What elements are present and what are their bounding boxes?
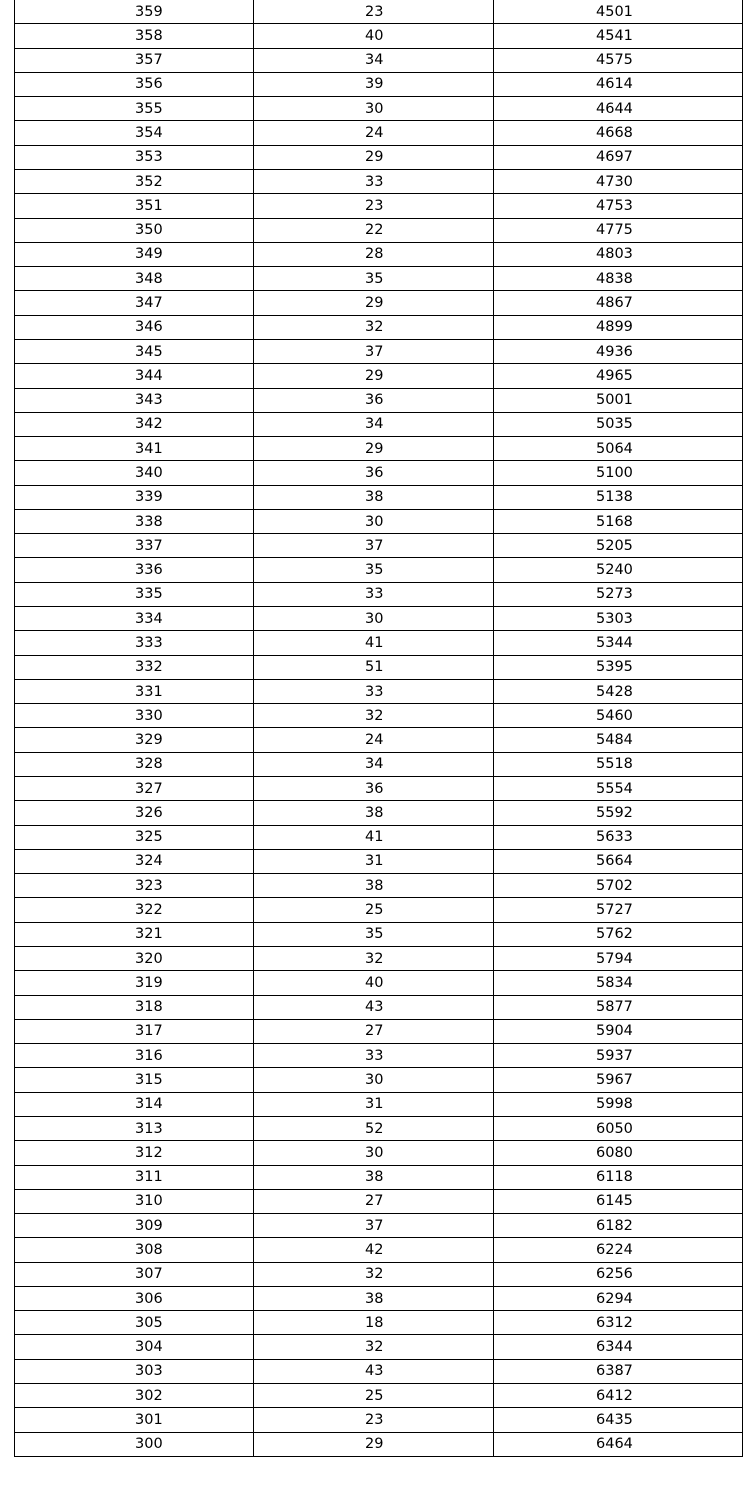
table-row (15, 388, 743, 412)
cumulative-count-cell: 5138 (494, 485, 743, 509)
score-cell: 311 (15, 1165, 254, 1189)
table-row (15, 1141, 743, 1165)
cumulative-count-cell: 4668 (494, 121, 743, 145)
cumulative-count-cell: 5484 (494, 728, 743, 752)
score-cell: 334 (15, 607, 254, 631)
count-cell: 38 (254, 1165, 494, 1189)
count-cell: 40 (254, 971, 494, 995)
count-cell: 41 (254, 631, 494, 655)
score-cell: 315 (15, 1068, 254, 1092)
cumulative-count-cell: 4644 (494, 97, 743, 121)
cumulative-count-cell: 5664 (494, 849, 743, 873)
score-cell: 300 (15, 1432, 254, 1456)
table-row (15, 1311, 743, 1335)
score-cell: 347 (15, 291, 254, 315)
table-row (15, 72, 743, 96)
table-row (15, 1044, 743, 1068)
cumulative-count-cell: 5303 (494, 607, 743, 631)
cumulative-count-cell: 5702 (494, 874, 743, 898)
table-row (15, 1262, 743, 1286)
table-row (15, 194, 743, 218)
cumulative-count-cell: 6224 (494, 1238, 743, 1262)
count-cell: 29 (254, 364, 494, 388)
score-cell: 357 (15, 48, 254, 72)
count-cell: 37 (254, 534, 494, 558)
cumulative-count-cell: 6435 (494, 1408, 743, 1432)
cumulative-count-cell: 5967 (494, 1068, 743, 1092)
table-row (15, 1092, 743, 1116)
cumulative-count-cell: 5904 (494, 1019, 743, 1043)
cumulative-count-cell: 5395 (494, 655, 743, 679)
count-cell: 36 (254, 461, 494, 485)
table-row (15, 704, 743, 728)
table-row (15, 849, 743, 873)
table-row (15, 777, 743, 801)
count-cell: 38 (254, 801, 494, 825)
count-cell: 23 (254, 0, 494, 24)
score-cell: 314 (15, 1092, 254, 1116)
cumulative-count-cell: 4838 (494, 267, 743, 291)
cumulative-count-cell: 5240 (494, 558, 743, 582)
count-cell: 24 (254, 728, 494, 752)
cumulative-count-cell: 6050 (494, 1116, 743, 1140)
count-cell: 36 (254, 777, 494, 801)
table-row (15, 1432, 743, 1456)
score-cell: 316 (15, 1044, 254, 1068)
table-row (15, 242, 743, 266)
cumulative-count-cell: 4753 (494, 194, 743, 218)
cumulative-count-cell: 6344 (494, 1335, 743, 1359)
cumulative-count-cell: 5100 (494, 461, 743, 485)
cumulative-count-cell: 4575 (494, 48, 743, 72)
count-cell: 37 (254, 339, 494, 363)
cumulative-count-cell: 4697 (494, 145, 743, 169)
cumulative-count-cell: 6182 (494, 1214, 743, 1238)
cumulative-count-cell: 5460 (494, 704, 743, 728)
count-cell: 32 (254, 1262, 494, 1286)
score-cell: 359 (15, 0, 254, 24)
cumulative-count-cell: 5001 (494, 388, 743, 412)
table-row (15, 0, 743, 24)
score-cell: 352 (15, 169, 254, 193)
table-row (15, 1286, 743, 1310)
count-cell: 34 (254, 752, 494, 776)
table-row (15, 315, 743, 339)
cumulative-count-cell: 5727 (494, 898, 743, 922)
score-cell: 313 (15, 1116, 254, 1140)
score-cell: 349 (15, 242, 254, 266)
count-cell: 29 (254, 291, 494, 315)
score-cell: 307 (15, 1262, 254, 1286)
score-cell: 340 (15, 461, 254, 485)
cumulative-count-cell: 6412 (494, 1384, 743, 1408)
count-cell: 33 (254, 1044, 494, 1068)
score-cell: 318 (15, 995, 254, 1019)
cumulative-count-cell: 6312 (494, 1311, 743, 1335)
score-cell: 350 (15, 218, 254, 242)
table-row (15, 97, 743, 121)
score-cell: 333 (15, 631, 254, 655)
table-row (15, 607, 743, 631)
score-cell: 341 (15, 437, 254, 461)
table-row (15, 461, 743, 485)
table-row (15, 1408, 743, 1432)
score-cell: 346 (15, 315, 254, 339)
score-cell: 338 (15, 509, 254, 533)
score-cell: 305 (15, 1311, 254, 1335)
cumulative-count-cell: 4541 (494, 24, 743, 48)
score-cell: 356 (15, 72, 254, 96)
table-row (15, 364, 743, 388)
count-cell: 43 (254, 1359, 494, 1383)
cumulative-count-cell: 6387 (494, 1359, 743, 1383)
count-cell: 25 (254, 1384, 494, 1408)
count-cell: 30 (254, 607, 494, 631)
score-cell: 354 (15, 121, 254, 145)
cumulative-count-cell: 4867 (494, 291, 743, 315)
count-cell: 42 (254, 1238, 494, 1262)
score-distribution-table (14, 0, 743, 1457)
count-cell: 38 (254, 874, 494, 898)
table-row (15, 922, 743, 946)
count-cell: 18 (254, 1311, 494, 1335)
score-cell: 339 (15, 485, 254, 509)
cumulative-count-cell: 5554 (494, 777, 743, 801)
cumulative-count-cell: 5064 (494, 437, 743, 461)
score-cell: 317 (15, 1019, 254, 1043)
count-cell: 25 (254, 898, 494, 922)
table-row (15, 1238, 743, 1262)
count-cell: 30 (254, 1141, 494, 1165)
score-cell: 319 (15, 971, 254, 995)
count-cell: 32 (254, 704, 494, 728)
table-row (15, 145, 743, 169)
table-row (15, 752, 743, 776)
table-row (15, 1116, 743, 1140)
cumulative-count-cell: 4614 (494, 72, 743, 96)
score-cell: 332 (15, 655, 254, 679)
score-cell: 348 (15, 267, 254, 291)
score-cell: 343 (15, 388, 254, 412)
cumulative-count-cell: 6145 (494, 1189, 743, 1213)
cumulative-count-cell: 5877 (494, 995, 743, 1019)
cumulative-count-cell: 5168 (494, 509, 743, 533)
cumulative-count-cell: 5794 (494, 946, 743, 970)
cumulative-count-cell: 5428 (494, 679, 743, 703)
score-cell: 323 (15, 874, 254, 898)
score-cell: 322 (15, 898, 254, 922)
count-cell: 34 (254, 48, 494, 72)
cumulative-count-cell: 5937 (494, 1044, 743, 1068)
count-cell: 28 (254, 242, 494, 266)
cumulative-count-cell: 5633 (494, 825, 743, 849)
score-cell: 302 (15, 1384, 254, 1408)
table-row (15, 169, 743, 193)
score-cell: 324 (15, 849, 254, 873)
count-cell: 32 (254, 1335, 494, 1359)
count-cell: 30 (254, 97, 494, 121)
score-cell: 336 (15, 558, 254, 582)
table-row (15, 267, 743, 291)
count-cell: 39 (254, 72, 494, 96)
table-row (15, 534, 743, 558)
count-cell: 33 (254, 679, 494, 703)
table-row (15, 825, 743, 849)
table-row (15, 509, 743, 533)
score-cell: 342 (15, 412, 254, 436)
score-cell: 328 (15, 752, 254, 776)
count-cell: 32 (254, 946, 494, 970)
table-row (15, 1068, 743, 1092)
score-cell: 330 (15, 704, 254, 728)
count-cell: 51 (254, 655, 494, 679)
score-cell: 312 (15, 1141, 254, 1165)
cumulative-count-cell: 5592 (494, 801, 743, 825)
cumulative-count-cell: 5834 (494, 971, 743, 995)
score-cell: 337 (15, 534, 254, 558)
table-body (15, 0, 743, 1456)
count-cell: 29 (254, 145, 494, 169)
score-cell: 351 (15, 194, 254, 218)
score-cell: 308 (15, 1238, 254, 1262)
table-row (15, 1384, 743, 1408)
count-cell: 22 (254, 218, 494, 242)
score-cell: 358 (15, 24, 254, 48)
score-cell: 335 (15, 582, 254, 606)
cumulative-count-cell: 4730 (494, 169, 743, 193)
count-cell: 41 (254, 825, 494, 849)
cumulative-count-cell: 5762 (494, 922, 743, 946)
table-row (15, 995, 743, 1019)
score-cell: 345 (15, 339, 254, 363)
score-cell: 355 (15, 97, 254, 121)
count-cell: 32 (254, 315, 494, 339)
table-row (15, 412, 743, 436)
cumulative-count-cell: 6294 (494, 1286, 743, 1310)
table-row (15, 1019, 743, 1043)
cumulative-count-cell: 4965 (494, 364, 743, 388)
score-cell: 310 (15, 1189, 254, 1213)
cumulative-count-cell: 6080 (494, 1141, 743, 1165)
table-row (15, 1214, 743, 1238)
table-row (15, 291, 743, 315)
table-row (15, 679, 743, 703)
cumulative-count-cell: 5273 (494, 582, 743, 606)
count-cell: 33 (254, 582, 494, 606)
count-cell: 24 (254, 121, 494, 145)
count-cell: 29 (254, 437, 494, 461)
cumulative-count-cell: 6464 (494, 1432, 743, 1456)
score-cell: 329 (15, 728, 254, 752)
cumulative-count-cell: 6256 (494, 1262, 743, 1286)
table-row (15, 631, 743, 655)
score-cell: 327 (15, 777, 254, 801)
score-cell: 304 (15, 1335, 254, 1359)
count-cell: 43 (254, 995, 494, 1019)
count-cell: 35 (254, 922, 494, 946)
count-cell: 27 (254, 1019, 494, 1043)
count-cell: 29 (254, 1432, 494, 1456)
table-row (15, 655, 743, 679)
count-cell: 35 (254, 267, 494, 291)
table-row (15, 121, 743, 145)
table-row (15, 898, 743, 922)
cumulative-count-cell: 4899 (494, 315, 743, 339)
table-row (15, 801, 743, 825)
score-cell: 321 (15, 922, 254, 946)
table-row (15, 218, 743, 242)
score-cell: 303 (15, 1359, 254, 1383)
table-row (15, 48, 743, 72)
table-row (15, 1335, 743, 1359)
count-cell: 38 (254, 1286, 494, 1310)
count-cell: 31 (254, 1092, 494, 1116)
count-cell: 30 (254, 509, 494, 533)
cumulative-count-cell: 5998 (494, 1092, 743, 1116)
count-cell: 35 (254, 558, 494, 582)
count-cell: 36 (254, 388, 494, 412)
score-cell: 326 (15, 801, 254, 825)
table-row (15, 437, 743, 461)
cumulative-count-cell: 5205 (494, 534, 743, 558)
table-row (15, 946, 743, 970)
cumulative-count-cell: 5518 (494, 752, 743, 776)
count-cell: 23 (254, 194, 494, 218)
table-row (15, 971, 743, 995)
score-cell: 344 (15, 364, 254, 388)
count-cell: 52 (254, 1116, 494, 1140)
table-row (15, 582, 743, 606)
table-row (15, 558, 743, 582)
count-cell: 40 (254, 24, 494, 48)
score-cell: 331 (15, 679, 254, 703)
count-cell: 31 (254, 849, 494, 873)
count-cell: 38 (254, 485, 494, 509)
score-cell: 309 (15, 1214, 254, 1238)
table-row (15, 1189, 743, 1213)
cumulative-count-cell: 5344 (494, 631, 743, 655)
score-cell: 306 (15, 1286, 254, 1310)
table-row (15, 485, 743, 509)
cumulative-count-cell: 5035 (494, 412, 743, 436)
score-cell: 301 (15, 1408, 254, 1432)
cumulative-count-cell: 4501 (494, 0, 743, 24)
count-cell: 27 (254, 1189, 494, 1213)
count-cell: 37 (254, 1214, 494, 1238)
count-cell: 23 (254, 1408, 494, 1432)
table-row (15, 339, 743, 363)
score-cell: 320 (15, 946, 254, 970)
cumulative-count-cell: 6118 (494, 1165, 743, 1189)
cumulative-count-cell: 4803 (494, 242, 743, 266)
cumulative-count-cell: 4936 (494, 339, 743, 363)
count-cell: 30 (254, 1068, 494, 1092)
table-row (15, 1359, 743, 1383)
table-row (15, 728, 743, 752)
score-cell: 353 (15, 145, 254, 169)
table-row (15, 24, 743, 48)
table-row (15, 874, 743, 898)
cumulative-count-cell: 4775 (494, 218, 743, 242)
count-cell: 34 (254, 412, 494, 436)
count-cell: 33 (254, 169, 494, 193)
table-row (15, 1165, 743, 1189)
score-cell: 325 (15, 825, 254, 849)
